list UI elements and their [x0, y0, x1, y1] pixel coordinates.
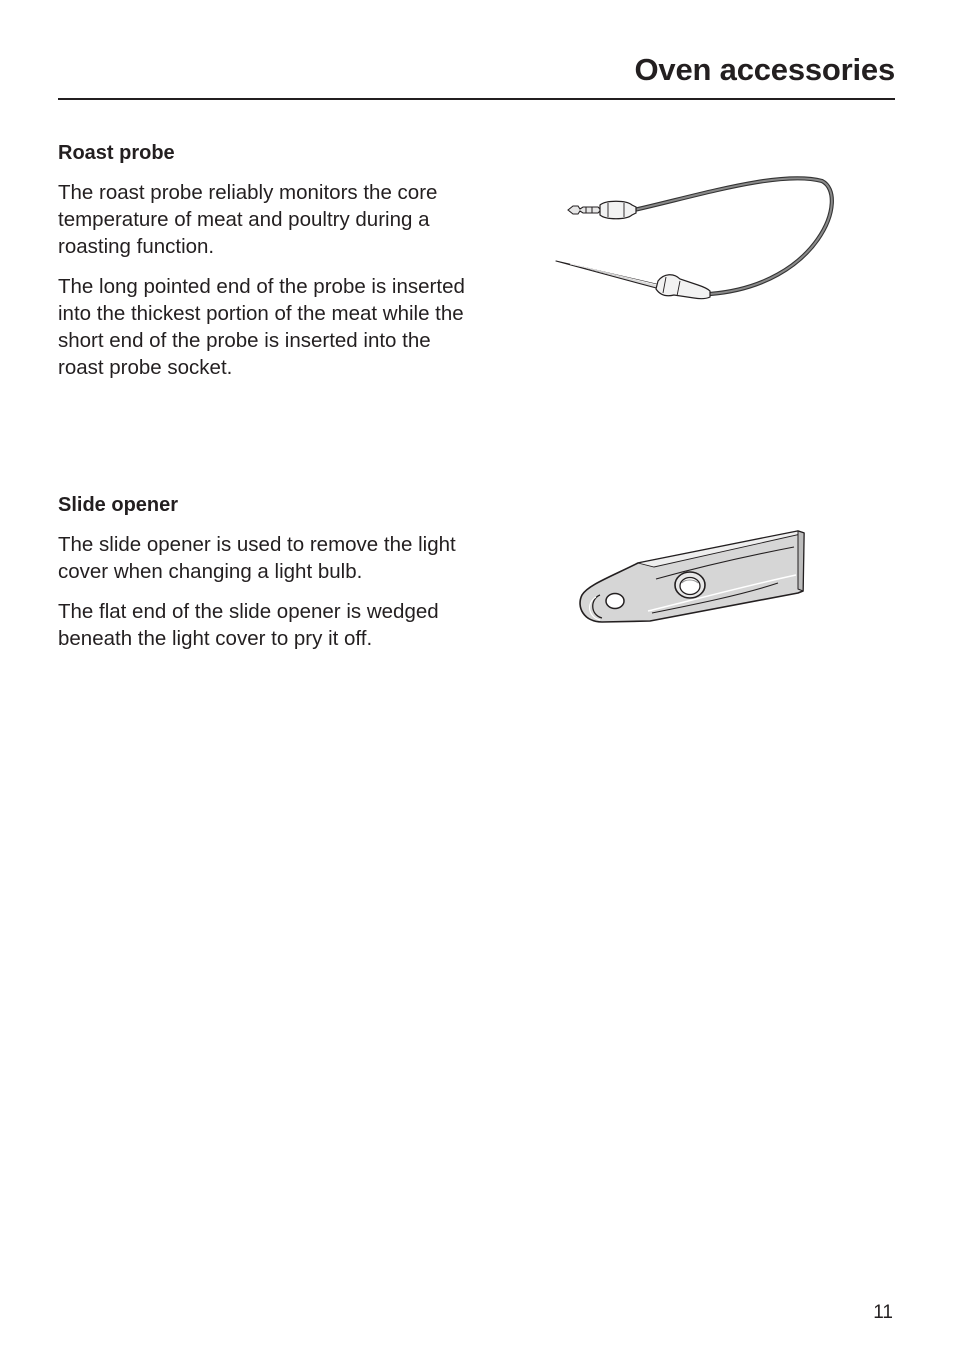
roast-probe-paragraph-2: The long pointed end of the probe is inserted into the thickest portion of the meat while the short end of the probe is inserted into the roast probe socket.	[58, 275, 465, 379]
title-divider	[58, 98, 895, 100]
slide-opener-paragraph-1: The slide opener is used to remove the light cover when changing a light bulb.	[58, 533, 456, 583]
roast-probe-paragraph-1: The roast probe reliably monitors the core temperature of meat and poultry during a roasting function.	[58, 181, 438, 258]
roast-probe-illustration	[550, 165, 840, 305]
page-number: 11	[873, 1302, 893, 1323]
slide-opener-illustration	[572, 525, 812, 635]
slide-opener-paragraph-2: The flat end of the slide opener is wedged beneath the light cover to pry it off.	[58, 600, 439, 650]
slide-opener-section	[58, 492, 478, 665]
roast-probe-heading: Roast probe	[58, 142, 175, 164]
roast-probe-section	[58, 140, 478, 394]
slide-opener-heading: Slide opener	[58, 494, 179, 516]
page-title: Oven accessories	[634, 52, 895, 87]
